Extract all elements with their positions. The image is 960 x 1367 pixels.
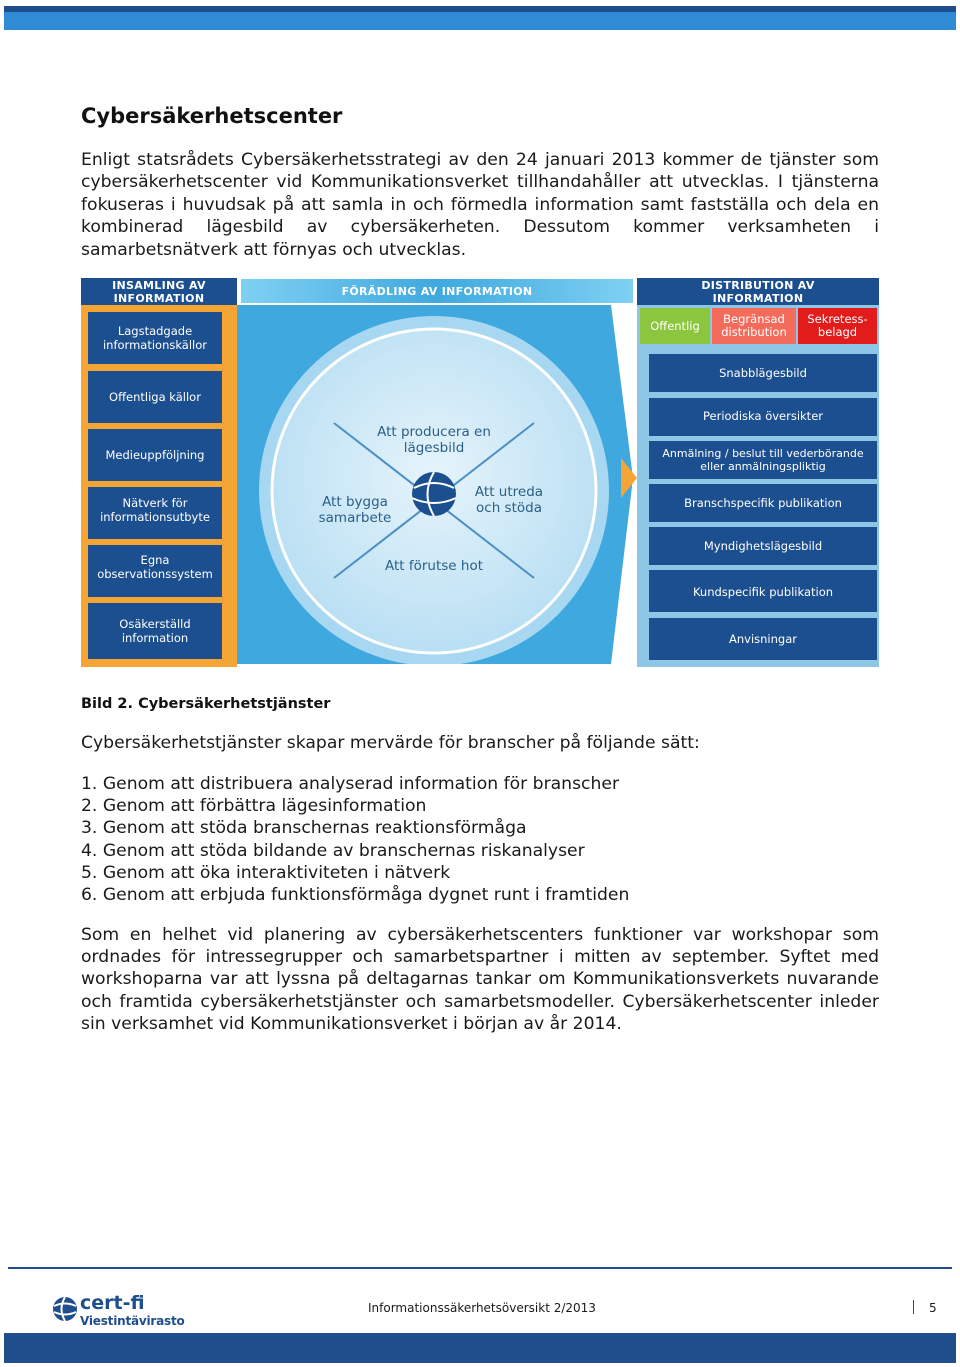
footer-separator bbox=[913, 1300, 914, 1314]
source-label: Lagstadgade informationskällor bbox=[102, 324, 208, 352]
right-header: DISTRIBUTION AV INFORMATION bbox=[701, 279, 815, 305]
top-banner-light-stripe bbox=[4, 12, 956, 30]
center-header: FÖRÄDLING AV INFORMATION bbox=[341, 285, 533, 298]
output-label: Branschspecifik publikation bbox=[684, 496, 842, 510]
list-item: 3. Genom att stöda branschernas reaktionsförmåga bbox=[81, 818, 527, 839]
cert-fi-logo bbox=[52, 1292, 185, 1328]
globe-logo-icon bbox=[52, 1296, 78, 1322]
list-item: 4. Genom att stöda bildande av branschernas riskanalyser bbox=[81, 840, 585, 861]
list-item: 5. Genom att öka interaktiviteten i nätverk bbox=[81, 862, 451, 883]
output-label: Anmälning / beslut till vederbörande eller anmälningspliktig bbox=[662, 447, 864, 473]
logo-subtitle: Viestintävirasto bbox=[80, 1314, 185, 1328]
list-item: 2. Genom att förbättra lägesinformation bbox=[81, 796, 427, 817]
output-label: Myndighetslägesbild bbox=[703, 539, 823, 553]
figure-caption: Bild 2. Cybersäkerhetstjänster bbox=[81, 696, 331, 712]
output-label: Anvisningar bbox=[729, 632, 797, 646]
center-bottom-label: Att förutse hot bbox=[384, 558, 484, 574]
benefits-list bbox=[81, 773, 629, 906]
output-label: Snabblägesbild bbox=[719, 366, 807, 380]
logo-name: cert-fi bbox=[80, 1292, 145, 1314]
level-secret: Sekretess- belagd bbox=[807, 312, 868, 339]
bottom-banner bbox=[4, 1333, 956, 1363]
services-diagram bbox=[81, 278, 879, 667]
left-header: INSAMLING AV INFORMATION bbox=[112, 279, 206, 305]
source-label: Offentliga källor bbox=[109, 390, 201, 404]
output-label: Kundspecifik publikation bbox=[692, 585, 834, 599]
output-label: Periodiska översikter bbox=[702, 409, 823, 423]
source-label: Osäkerställd information bbox=[119, 617, 191, 645]
center-right-label: Att utreda och stöda bbox=[474, 484, 544, 516]
globe-icon bbox=[412, 472, 456, 516]
source-label: Medieuppföljning bbox=[105, 448, 205, 462]
center-top-label: Att producera en lägesbild bbox=[377, 424, 491, 456]
level-public: Offentlig bbox=[650, 319, 700, 333]
center-left-label: Att bygga samarbete bbox=[318, 494, 392, 526]
footer-rule bbox=[8, 1267, 952, 1269]
level-limited: Begränsad distribution bbox=[721, 312, 787, 339]
page-title: Cybersäkerhetscenter bbox=[81, 104, 343, 128]
list-item: 6. Genom att erbjuda funktionsförmåga dygnet runt i framtiden bbox=[81, 885, 630, 906]
footer-publication: Informationssäkerhetsöversikt 2/2013 bbox=[368, 1301, 596, 1315]
intro-paragraph: Enligt statsrådets Cybersäkerhetsstrategi av den 24 januari 2013 kommer de tjänster som cybersäkerhetscenter vid Kommunikationsverket tillhandahåller att utvecklas. I tjänsterna fokuseras i huvudsak på att samla in och förmedla information samt fastställa och dela en kombinerad lägesbild av cybersäkerheten. Dessutom kommer verksamheten i samarbetsnätverk att förnyas och utvecklas. bbox=[81, 150, 879, 260]
source-label: Egna observationssystem bbox=[97, 553, 213, 581]
list-item: 1. Genom att distribuera analyserad information för branscher bbox=[81, 774, 620, 794]
source-label: Nätverk för informationsutbyte bbox=[100, 496, 210, 524]
lead-sentence: Cybersäkerhetstjänster skapar mervärde för branscher på följande sätt: bbox=[81, 733, 700, 753]
page-number: 5 bbox=[929, 1301, 937, 1315]
closing-paragraph: Som en helhet vid planering av cybersäkerhetscenters funktioner var workshopar som ordnades för intressegrupper och samarbetspartner i mitten av september. Syftet med workshoparna var att lyssna på deltagarnas tankar om Kommunikationsverkets nuvarande och framtida cybersäkerhetstjänster och samarbetsmodeller. Cybersäkerhetscenter inleder sin verksamhet vid Kommunikationsverket i början av år 2014. bbox=[81, 925, 879, 1034]
top-banner bbox=[4, 6, 956, 30]
